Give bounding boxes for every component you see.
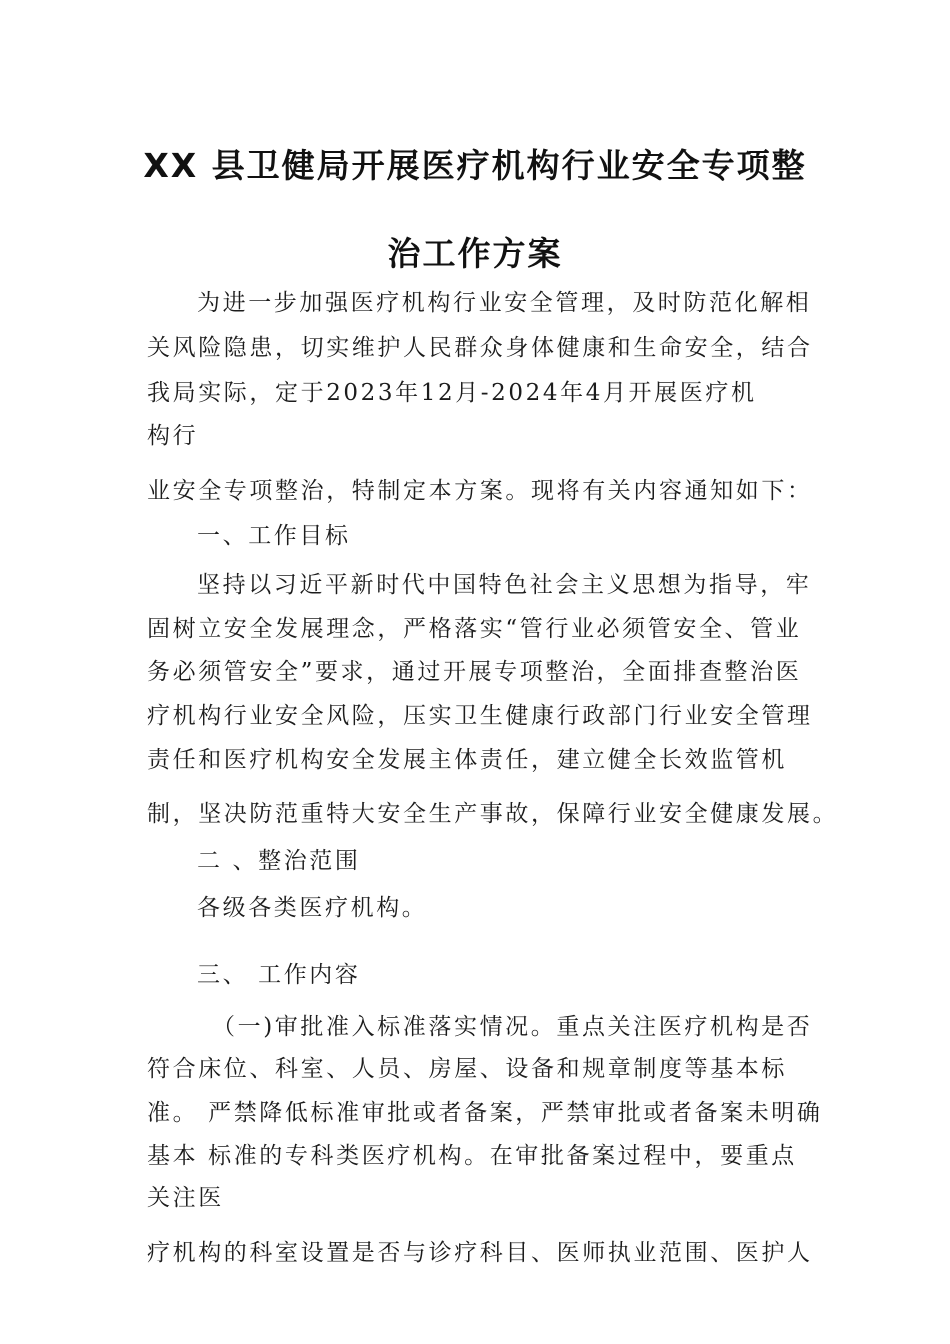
body-line: 构行 (147, 423, 199, 449)
body-line: 准。 严禁降低标准审批或者备案，严禁审批或者备案未明确 (147, 1100, 823, 1126)
body-line: 各级各类医疗机构。 (197, 895, 428, 921)
body-line: 疗机构的科室设置是否与诊疗科目、医师执业范围、医护人 (147, 1240, 813, 1266)
body-line: 我局实际，定于2023年12月-2024年4月开展医疗机 (147, 380, 757, 406)
body-line: 为进一步加强医疗机构行业安全管理，及时防范化解相 (197, 290, 812, 316)
body-line: 固树立安全发展理念，严格落实“管行业必须管安全、管业 (147, 616, 802, 642)
body-line: 关注医 (147, 1185, 224, 1211)
body-line: 基本 标准的专科类医疗机构。在审批备案过程中，要重点 (147, 1143, 797, 1169)
section-heading-scope: 二 、整治范围 (197, 848, 361, 874)
body-line: 符合床位、科室、人员、房屋、设备和规章制度等基本标 (147, 1056, 787, 1082)
body-line: 制，坚决防范重特大安全生产事故，保障行业安全健康发展。 (147, 801, 839, 827)
section-heading-work-goal: 一、工作目标 (197, 523, 351, 549)
document-title-line-2: 治工作方案 (387, 234, 563, 273)
section-heading-work-content: 三、 工作内容 (197, 962, 361, 988)
document-title-line-1: XX 县卫健局开展医疗机构行业安全专项整 (143, 146, 807, 185)
body-line: 业安全专项整治，特制定本方案。现将有关内容通知如下： (147, 478, 813, 504)
body-line: 疗机构行业安全风险，压实卫生健康行政部门行业安全管理 (147, 703, 813, 729)
body-line: 坚持以习近平新时代中国特色社会主义思想为指导，牢 (197, 572, 812, 598)
body-line: （一)审批准入标准落实情况。重点关注医疗机构是否 (212, 1014, 813, 1040)
body-line: 责任和医疗机构安全发展主体责任，建立健全长效监管机 (147, 747, 787, 773)
body-line: 务必须管安全”要求，通过开展专项整治，全面排查整治医 (147, 659, 802, 685)
body-line: 关风险隐患，切实维护人民群众身体健康和生命安全，结合 (147, 335, 813, 361)
